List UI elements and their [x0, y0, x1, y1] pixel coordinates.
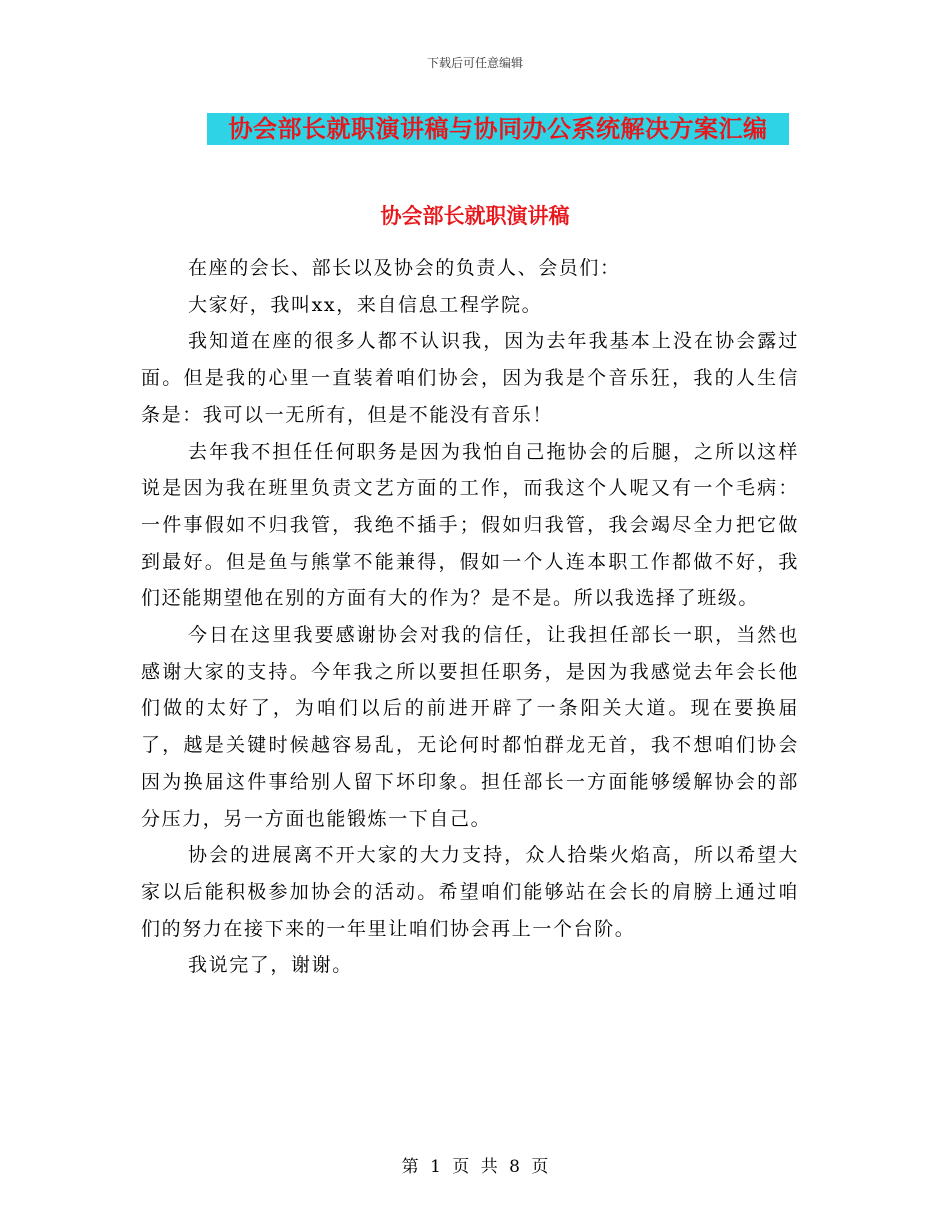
main-title: 协会部长就职演讲稿与协同办公系统解决方案汇编	[207, 113, 789, 145]
main-title-container	[207, 113, 789, 145]
header-note: 下载后可任意编辑	[426, 56, 523, 70]
paragraph: 协会的进展离不开大家的大力支持，众人拾柴火焰高，所以希望大家以后能积极参加协会的活动。希望咱们能够站在会长的肩膀上通过咱们的努力在接下来的一年里让咱们协会再上一个台阶。	[141, 844, 799, 940]
paragraph: 今日在这里我要感谢协会对我的信任，让我担任部长一职，当然也感谢大家的支持。今年我之所以要担任职务，是因为我感觉去年会长他们做的太好了，为咱们以后的前进开辟了一条阳关大道。现在要换届了，越是关键时候越容易乱，无论何时都怕群龙无首，我不想咱们协会因为换届这件事给别人留下坏印象。担任部长一方面能够缓解协会的部分压力，另一方面也能锻炼一下自己。	[141, 624, 799, 830]
section-title: 协会部长就职演讲稿	[380, 203, 570, 228]
speech-body	[141, 250, 799, 984]
paragraph: 去年我不担任任何职务是因为我怕自己拖协会的后腿，之所以这样说是因为我在班里负责文艺方面的工作，而我这个人呢又有一个毛病：一件事假如不归我管，我绝不插手；假如归我管，我会竭尽全力把它做到最好。但是鱼与熊掌不能兼得，假如一个人连本职工作都做不好，我们还能期望他在别的方面有大的作为？是不是。所以我选择了班级。	[141, 440, 799, 610]
paragraph: 在座的会长、部长以及协会的负责人、会员们：	[188, 257, 621, 279]
paragraph: 大家好，我叫xx，来自信息工程学院。	[188, 293, 543, 316]
paragraph: 我知道在座的很多人都不认识我，因为去年我基本上没在协会露过面。但是我的心里一直装着咱们协会，因为我是个音乐狂，我的人生信条是：我可以一无所有，但是不能没有音乐！	[141, 330, 799, 426]
page-footer: 第 1 页 共 8 页	[401, 1157, 549, 1177]
paragraph: 我说完了，谢谢。	[188, 954, 353, 977]
